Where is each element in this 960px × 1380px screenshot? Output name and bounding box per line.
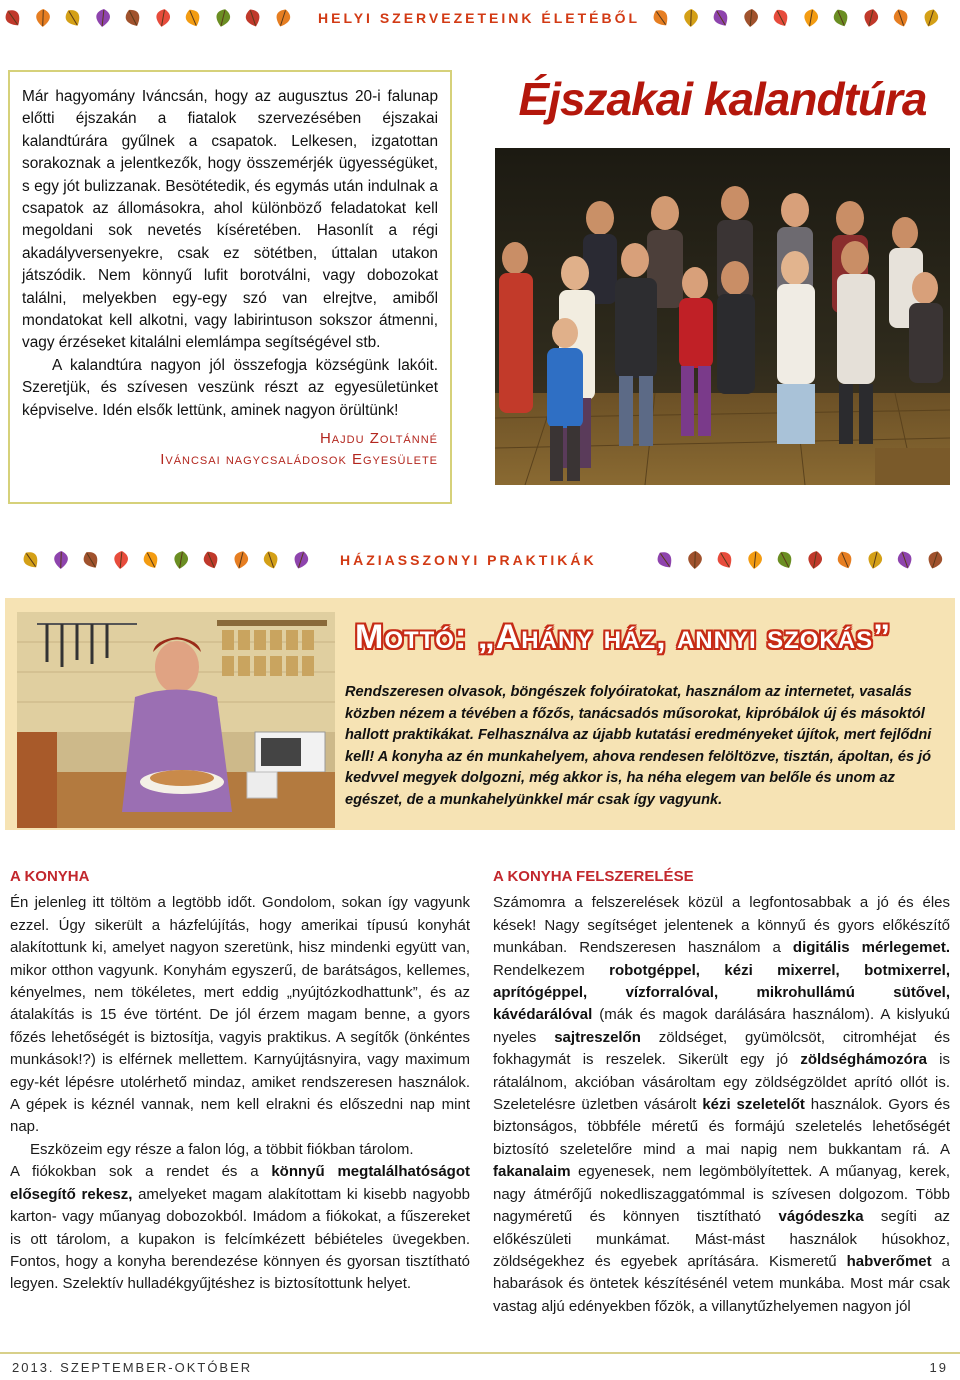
page-number: 19 [929, 1360, 948, 1375]
issue-date: 2013. SZEPTEMBER-OKTÓBER [12, 1360, 253, 1375]
autumn-leaf-icon [180, 8, 206, 28]
column-paragraph: A fiókokban sok a rendet és a könnyű megtalálhatóságot elősegítő rekesz, amelyeket magam alakítottam ki kisebb nagyobb karton- vagy műanyag dobozokból. Imádom a fiókokat, a fűszereket is ott tárolom, a kupakon is felcímkézett bébiételes üvegekben. Fontos, hogy a konyha berendezése könnyen és gyorsan tisztítható legyen. Szelektív hulladékgyűjtéshez is biztosítottunk helyet. [10, 1163, 470, 1293]
autumn-leaf-icon [150, 8, 176, 28]
autumn-leaf-icon [30, 8, 56, 28]
autumn-leaf-icon [288, 550, 314, 570]
autumn-leaf-icon [862, 550, 888, 570]
intro-paragraph: Rendszeresen olvasok, böngészek folyóiratokat, használom az internetet, vasalás közben nézem a tévében a főzős, tanácsadós műsorokat, kipróbálok új és másoktól hallott praktikákat. Felhasználva az újabb kutatási eredményeket újítok, mert fejlődni kell! A konyha az én munkahelyem, ahova rendesen felöltözve, tisztán, ápoltan, és jó kedvvel megyek dolgozni, még akkor is, ha néha elegem van belőle és unom az egészet, de a munkahelyünkkel már csak így vagyunk. [345, 684, 932, 808]
section-title-housewife-tips: HÁZIASSZONYI PRAKTIKÁK [340, 552, 597, 568]
autumn-leaf-icon [48, 550, 74, 570]
kitchen-photo [17, 612, 335, 828]
autumn-leaf-icon [210, 8, 236, 28]
autumn-leaf-icon [768, 8, 794, 28]
column-kitchen [10, 866, 470, 1296]
leaf-border-top-right [648, 3, 960, 33]
column-paragraph: Számomra a felszerelések közül a legfontosabbak a jó és éles kések! Nagy segítséget jelentenek a könnyű és gyors előkészítő munkában. Rendszeresen használom a digitális mérlegemet. Rendelkezem robotgéppel, kézi mixerrel, botmixerrel, aprítógéppel, vízforralóval, mikrohullámú sütővel, kávédarálóval (mák és magok darálására használom). A kislyukú nyeles sajtreszelőn zöldséget, gyümölcsöt, citromhéjat és fokhagymát is reszelek. Sikerült egy jó zöldséghámozóra is rátalálnom, akcióban vásároltam egy zöldségzöldet aprító ollót is. Szeletelésre üzletben vásárolt kézi szeletelőt használok. Gyors és biztonságos, többféle méretű és formájú szeletelés lehetőségét biztosító szeletelőre mind a mai napig nem bukkantam rá. A fakanalaim egyenesek, nem legömbölyítettek. A műanyag, kerek, nagy átmérőjű nokedliszaggatómmal is szívesen dolgozom. Több nagyméretű és könnyen tisztítható vágódeszka segíti az előkészületi munkámat. Mást-mást használok húsokhoz, zöldségekhez és egyebek aprítására. Kismeretű habverőmet a habarások és öntetek készítésénél vetem munkába. Most már csak vastag aljú edényekben főzök, a villanytűzhelyemen nagyon jól [493, 894, 951, 1315]
author-name: Hajdu Zoltánné [319, 430, 438, 448]
autumn-leaf-icon [858, 8, 884, 28]
autumn-leaf-icon [18, 550, 44, 570]
article-night-adventure-box [8, 70, 452, 504]
autumn-leaf-icon [892, 550, 918, 570]
autumn-leaf-icon [270, 8, 296, 28]
footer-rule [0, 1352, 960, 1354]
autumn-leaf-icon [798, 8, 824, 28]
article-paragraph: Már hagyomány Iváncsán, hogy az augusztus 20-i falunap előtti éjszakán a fiatalok szervezésében éjszakai kalandtúrára gyűlnek a csapatok. Lelkesen, izgatottan sorakoznak a jelentkezők, hogy összemérjék ügyességüket, s egy jót bulizzanak. Besötétedik, és egymás után indulnak a csapatok az állomásokra, ahol különböző feladatokat kell megoldani sok nevetés kíséretében. Hasonlít a régi akadályversenyekre, csak ez sötétben, úttalan utakon játszódik. Nem könnyű lufit borotválni, vagy dobozokat találni, melyekben egy-egy szó van elrejtve, amiből mondatokat kell alkotni, vagy labirintuson sokszor átmenni, vagy érzéseket kitalálni elemlámpa segítségével stb. [22, 88, 438, 352]
article-title: Éjszakai kalandtúra [518, 73, 927, 125]
autumn-leaf-icon [738, 8, 764, 28]
autumn-leaf-icon [78, 550, 104, 570]
autumn-leaf-icon [712, 550, 738, 570]
leaf-border-mid-right [652, 545, 960, 575]
autumn-leaf-icon [802, 550, 828, 570]
autumn-leaf-icon [90, 8, 116, 28]
autumn-leaf-icon [922, 550, 948, 570]
autumn-leaf-icon [918, 8, 944, 28]
autumn-leaf-icon [742, 550, 768, 570]
autumn-leaf-icon [60, 8, 86, 28]
autumn-leaf-icon [708, 8, 734, 28]
autumn-leaf-icon [772, 550, 798, 570]
autumn-leaf-icon [648, 8, 674, 28]
column-heading-kitchen: A KONYHA [10, 868, 90, 885]
autumn-leaf-icon [138, 550, 164, 570]
leaf-border-mid-left [18, 545, 330, 575]
column-kitchen-equipment [493, 866, 950, 1318]
autumn-leaf-icon [198, 550, 224, 570]
column-paragraph: Én jelenleg itt töltöm a legtöbb időt. Gondolom, sokan így vagyunk ezzel. Úgy sikerült a házfelújítás, hogy amerikai típusú konyhát alakítottunk ki, amelyet nagyon szeretünk, hisz mindenki együtt van, mikor otthon vagyunk. Konyhám egyszerű, de barátságos, kellemes, kényelmes, nem tökéletes, mert eddig „nyújtózkodhattunk”, és az átalakítás is 15 éve történt. De jól érzem magam benne, a gyors főzés lehetőségét is biztosítja, vagyis praktikus. A segítők (önkéntes munkások!?) is elférnek mellettem. Karnyújtásnyira, vagy maximum egy-két lépésre utolérhető mindaz, amiket rendszeresen használok. A gépek is kéznél vannak, nem kell elrakni és előszedni nap mint nap. [10, 894, 470, 1136]
autumn-leaf-icon [0, 8, 26, 28]
autumn-leaf-icon [108, 550, 134, 570]
motto-heading: Mottó: „Ahány ház, annyi szokás” [355, 618, 892, 656]
article-paragraph: A kalandtúra nagyon jól összefogja községünk lakóit. Szeretjük, és szívesen veszünk részt az egyesületünket képviselve. Idén elsők lettünk, aminek nagyon örültünk! [22, 356, 438, 419]
autumn-leaf-icon [832, 550, 858, 570]
author-organization: Iváncsai nagycsaládosok Egyesülete [160, 451, 438, 469]
autumn-leaf-icon [888, 8, 914, 28]
column-heading-equipment: A KONYHA FELSZERELÉSE [493, 868, 694, 885]
autumn-leaf-icon [120, 8, 146, 28]
autumn-leaf-icon [168, 550, 194, 570]
leaf-border-top-left [0, 3, 305, 33]
autumn-leaf-icon [652, 550, 678, 570]
column-paragraph: Eszközeim egy része a falon lóg, a többit fiókban tárolom. [30, 1140, 414, 1158]
autumn-leaf-icon [258, 550, 284, 570]
section-title-local-orgs: HELYI SZERVEZETEINK ÉLETÉBŐL [318, 10, 641, 26]
autumn-leaf-icon [828, 8, 854, 28]
group-photo [495, 148, 950, 485]
autumn-leaf-icon [682, 550, 708, 570]
autumn-leaf-icon [678, 8, 704, 28]
autumn-leaf-icon [240, 8, 266, 28]
autumn-leaf-icon [228, 550, 254, 570]
